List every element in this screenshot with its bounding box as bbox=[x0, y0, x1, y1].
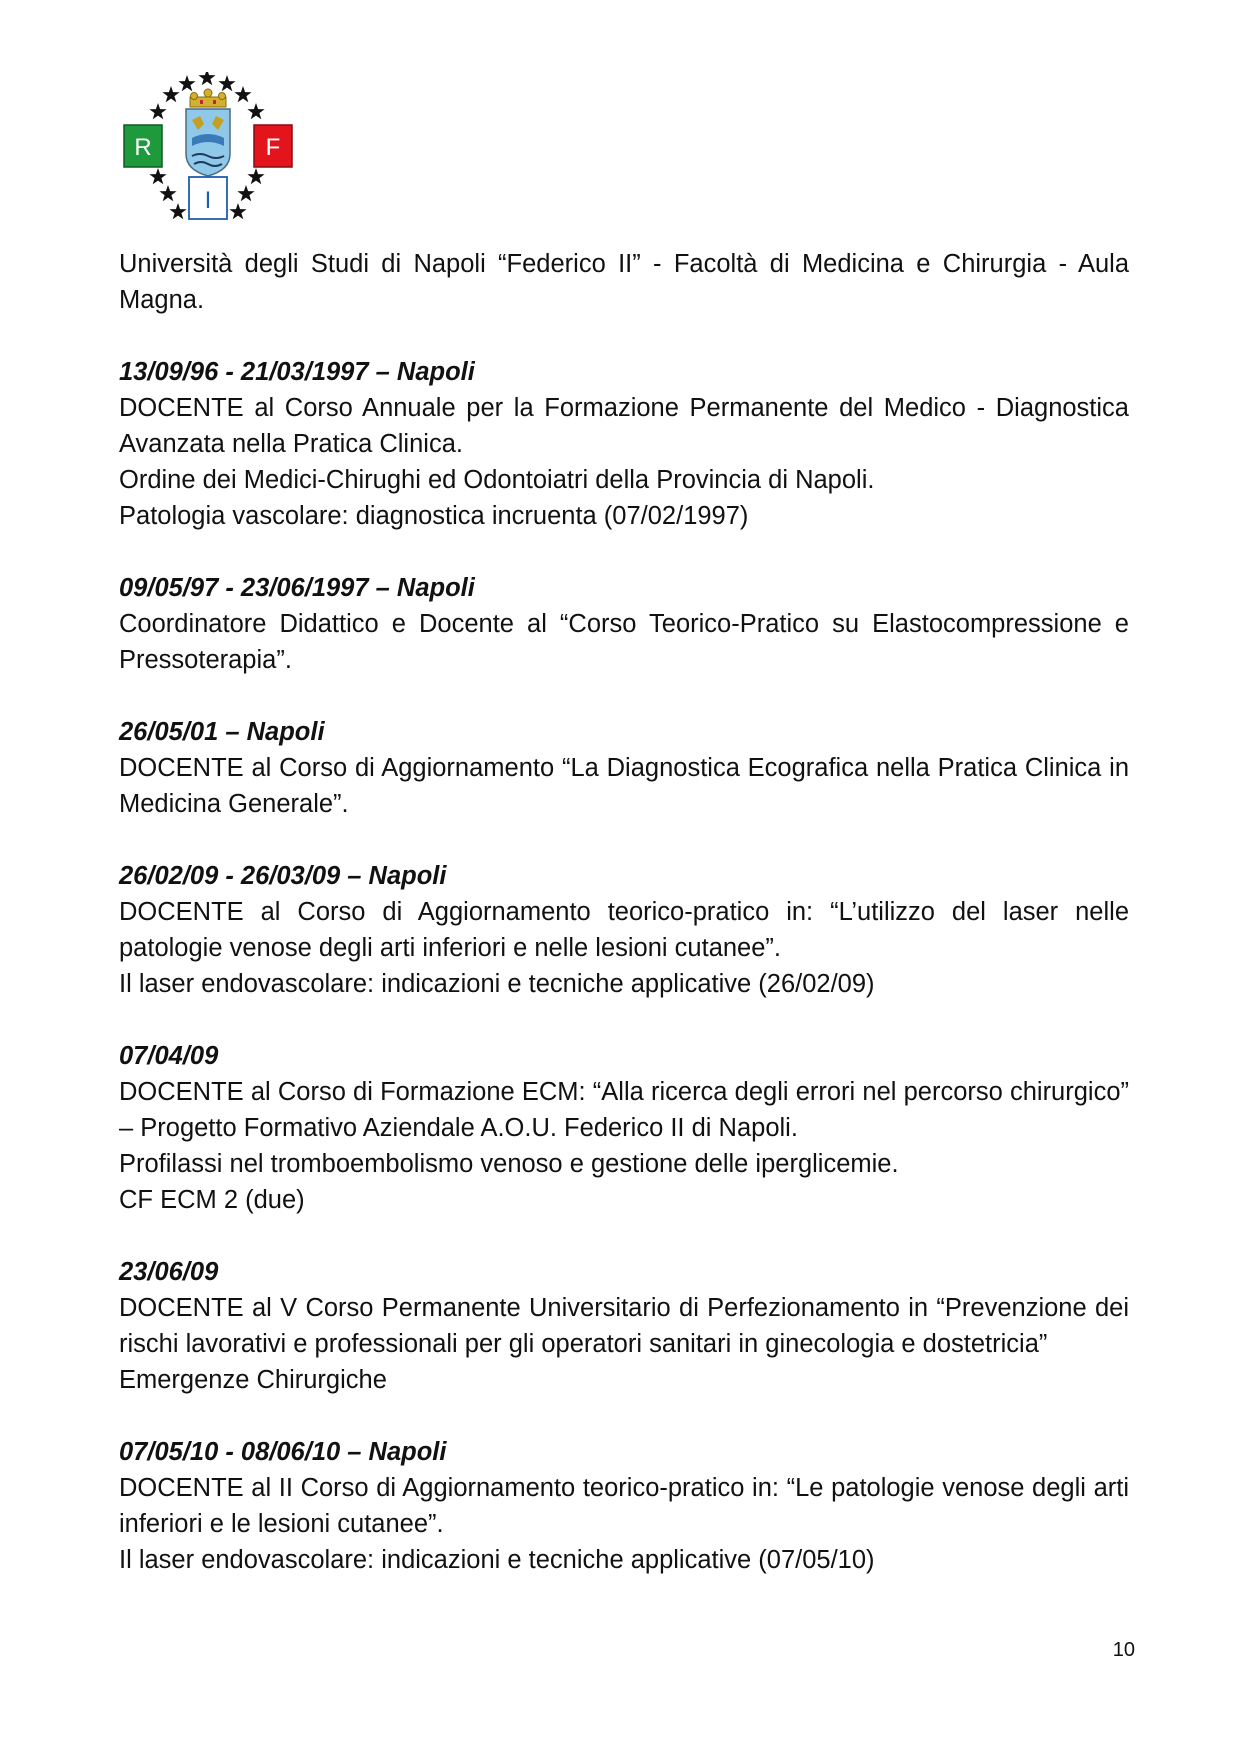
svg-text:I: I bbox=[204, 187, 212, 214]
entry-text-line: Il laser endovascolare: indicazioni e tecniche applicative (26/02/09) bbox=[119, 970, 875, 998]
cv-entry bbox=[119, 714, 1129, 822]
entry-text-line: Ordine dei Medici-Chirughi ed Odontoiatri della Provincia di Napoli. bbox=[119, 466, 875, 494]
crest-shield-icon bbox=[186, 109, 230, 176]
letter-i-block bbox=[189, 177, 227, 219]
entry-text-line: Il laser endovascolare: indicazioni e tecniche applicative (07/05/10) bbox=[119, 1546, 875, 1574]
entry-date-heading: 26/05/01 – Napoli bbox=[119, 718, 325, 746]
entry-text-line: DOCENTE al Corso di Aggiornamento teorico-pratico in: “L’utilizzo del laser nelle patologie venose degli arti inferiori e nelle lesioni cutanee”. bbox=[119, 898, 1129, 962]
crown-icon bbox=[190, 89, 226, 107]
entry-text-line: DOCENTE al V Corso Permanente Universitario di Perfezionamento in “Prevenzione dei rischi lavorativi e professionali per gli operatori sanitari in ginecologia e dostetricia” bbox=[119, 1294, 1129, 1358]
entry-text-line: Coordinatore Didattico e Docente al “Corso Teorico-Pratico su Elastocompressione e Pressoterapia”. bbox=[119, 610, 1129, 674]
page-number: 10 bbox=[1112, 1639, 1135, 1661]
entry-date-heading: 23/06/09 bbox=[119, 1258, 219, 1286]
svg-text:F: F bbox=[265, 134, 281, 161]
document-body bbox=[119, 246, 1129, 1578]
entry-date-heading: 07/04/09 bbox=[119, 1042, 219, 1070]
rfi-logo-graphic bbox=[120, 72, 310, 232]
cv-entry bbox=[119, 354, 1129, 534]
entry-date-heading: 26/02/09 - 26/03/09 – Napoli bbox=[119, 862, 447, 890]
entries-list bbox=[119, 354, 1129, 1578]
entry-text-line: CF ECM 2 (due) bbox=[119, 1186, 305, 1214]
letter-r-block bbox=[124, 125, 162, 167]
svg-text:R: R bbox=[134, 134, 152, 161]
cv-entry bbox=[119, 1434, 1129, 1578]
intro-paragraph: Università degli Studi di Napoli “Federico II” - Facoltà di Medicina e Chirurgia - Aula Magna. bbox=[119, 250, 1129, 314]
letter-f-block bbox=[254, 125, 292, 167]
entry-text-line: DOCENTE al Corso di Formazione ECM: “Alla ricerca degli errori nel percorso chirurgico” – Progetto Formativo Aziendale A.O.U. Federico II di Napoli. bbox=[119, 1078, 1129, 1142]
entry-date-heading: 09/05/97 - 23/06/1997 – Napoli bbox=[119, 574, 475, 602]
entry-text-line: DOCENTE al II Corso di Aggiornamento teorico-pratico in: “Le patologie venose degli arti inferiori e le lesioni cutanee”. bbox=[119, 1474, 1129, 1538]
entry-text-line: Patologia vascolare: diagnostica incruenta (07/02/1997) bbox=[119, 502, 749, 530]
entry-date-heading: 07/05/10 - 08/06/10 – Napoli bbox=[119, 1438, 447, 1466]
rfi-logo bbox=[120, 72, 310, 232]
entry-text-line: Profilassi nel tromboembolismo venoso e gestione delle iperglicemie. bbox=[119, 1150, 899, 1178]
cv-entry bbox=[119, 1038, 1129, 1218]
cv-entry bbox=[119, 858, 1129, 1002]
cv-entry bbox=[119, 570, 1129, 678]
cv-entry bbox=[119, 1254, 1129, 1398]
entry-date-heading: 13/09/96 - 21/03/1997 – Napoli bbox=[119, 358, 475, 386]
entry-text-line: DOCENTE al Corso di Aggiornamento “La Diagnostica Ecografica nella Pratica Clinica in Medicina Generale”. bbox=[119, 754, 1129, 818]
entry-text-line: Emergenze Chirurgiche bbox=[119, 1366, 387, 1394]
entry-text-line: DOCENTE al Corso Annuale per la Formazione Permanente del Medico - Diagnostica Avanzata nella Pratica Clinica. bbox=[119, 394, 1129, 458]
